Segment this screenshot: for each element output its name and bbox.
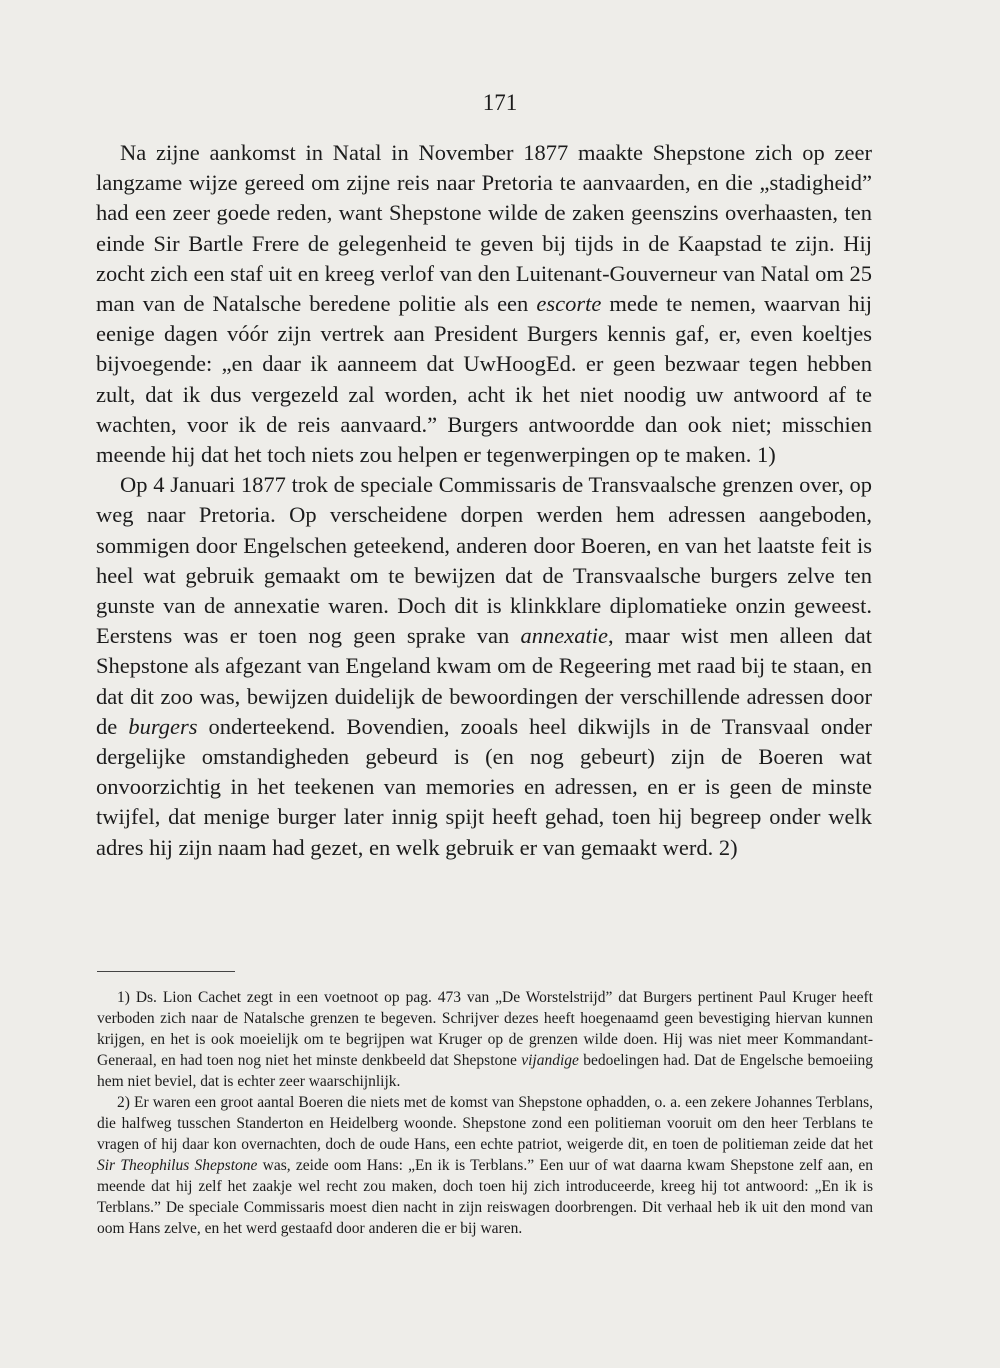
- page-number: 171: [482, 90, 518, 115]
- paragraph-2-italic-1: annexatie: [520, 623, 608, 649]
- footnote-2-italic: Sir Theophilus Shepstone: [97, 1157, 258, 1174]
- paragraph-2: [96, 470, 872, 863]
- paragraph-1: [96, 138, 872, 470]
- footnote-1-text-a: 1) Ds. Lion Cachet zegt in een voetnoot op pag. 473 van „De Worstelstrijd” dat Burgers pertinent Paul Kruger heeft verboden zich naar de Natalsche grenzen te begeven. Schrijver dezes heeft hoegenaamd geen bevestiging hiervan kunnen krijgen, en het is ook moeielijk om te begrijpen wat Kruger op de grenzen wilde doen. Hij was niet meer Kommandant-Generaal, en had toen nog niet het minste denkbeeld dat Shepstone: [97, 989, 873, 1069]
- footnote-1-italic: vijandige: [521, 1052, 579, 1069]
- paragraph-2-text-a: Op 4 Januari 1877 trok de speciale Commissaris de Transvaalsche grenzen over, op weg naar Pretoria. Op verscheidene dorpen werden hem adressen aangeboden, sommigen door Engelschen geteekend, anderen door Boeren, en van het laatste feit is heel wat gebruik gemaakt om te bewijzen dat de Transvaalsche burgers zelve ten gunste van de annexatie waren. Doch dit is klinkklare diplomatieke onzin geweest. Eerstens was er toen nog geen sprake van: [96, 472, 872, 649]
- footnote-2: [97, 1092, 873, 1239]
- footnote-1: [97, 987, 873, 1092]
- paragraph-1-text-b: mede te nemen, waarvan hij eenige dagen vóór zijn vertrek aan President Burgers kennis gaf, er, even koeltjes bijvoegende: „en daar ik aanneem dat UwHoogEd. er geen bezwaar tegen hebben zult, dat ik dus vergezeld zal worden, acht ik het niet noodig uw antwoord af te wachten, voor ik de reis aanvaard.” Burgers antwoordde dan ook niet; misschien meende hij dat het toch niets zou helpen er tegenwerpingen op te maken. 1): [96, 291, 873, 468]
- footnotes: [97, 987, 873, 1239]
- paragraph-2-text-c: onderteekend. Bovendien, zooals heel dikwijls in de Transvaal onder dergelijke omstandigheden gebeurd is (en nog gebeurt) zijn de Boeren wat onvoorzichtig in het teekenen van memories en adressen, en er is geen de minste twijfel, dat menige burger later innig spijt heeft gehad, toen hij begreep onder welk adres hij zijn naam had gezet, en welk gebruik er van gemaakt werd. 2): [96, 713, 872, 860]
- footnote-2-text-a: 2) Er waren een groot aantal Boeren die niets met de komst van Shepstone ophadden, o. a. een zekere Johannes Terblans, die halfweg tusschen Standerton en Heidelberg woonde. Shepstone zond een politieman vooruit om den heer Terblans te vragen of hij daar kon overnachten, doch de oude Hans, een echte patriot, weigerde dit, en toen de politieman zeide dat het: [97, 1094, 873, 1153]
- footnote-2-text-b: was, zeide oom Hans: „En ik is Terblans.” Een uur of wat daarna kwam Shepstone zelf aan, en meende dat hij zelf het zaakje wel recht zou maken, doch toen hij zich introduceerde, kreeg hij tot antwoord: „En ik is Terblans.” De speciale Commissaris moest dien nacht in zijn reiswagen doorbrengen. Dit verhaal heb ik uit den mond van oom Hans zelve, en het werd gestaafd door anderen die er bij waren.: [97, 1157, 873, 1237]
- body-text: [96, 138, 872, 863]
- footnote-1-text-b: bedoelingen had. Dat de Engelsche bemoeiing hem niet beviel, dat is echter zeer waarschijnlijk.: [97, 1052, 874, 1090]
- paragraph-2-italic-2: burgers: [128, 713, 198, 739]
- paragraph-1-italic: escorte: [536, 291, 602, 317]
- footnote-divider: [97, 971, 235, 972]
- paragraph-1-text-a: Na zijne aankomst in Natal in November 1877 maakte Shepstone zich op zeer langzame wijze gereed om zijne reis naar Pretoria te aanvaarden, en die „stadigheid” had een zeer goede reden, want Shepstone wilde de zaken geenszins overhaasten, ten einde Sir Bartle Frere de gelegenheid te geven bij tijds in de Kaapstad te zijn. Hij zocht zich een staf uit en kreeg verlof van den Luitenant-Gouverneur van Natal om 25 man van de Natalsche beredene politie als een: [96, 140, 872, 317]
- paragraph-2-text-b: , maar wist men alleen dat Shepstone als afgezant van Engeland kwam om de Regeering met raad bij te staan, en dat dit zoo was, bewijzen duidelijk de bewoordingen der verschillende adressen door de: [96, 623, 872, 739]
